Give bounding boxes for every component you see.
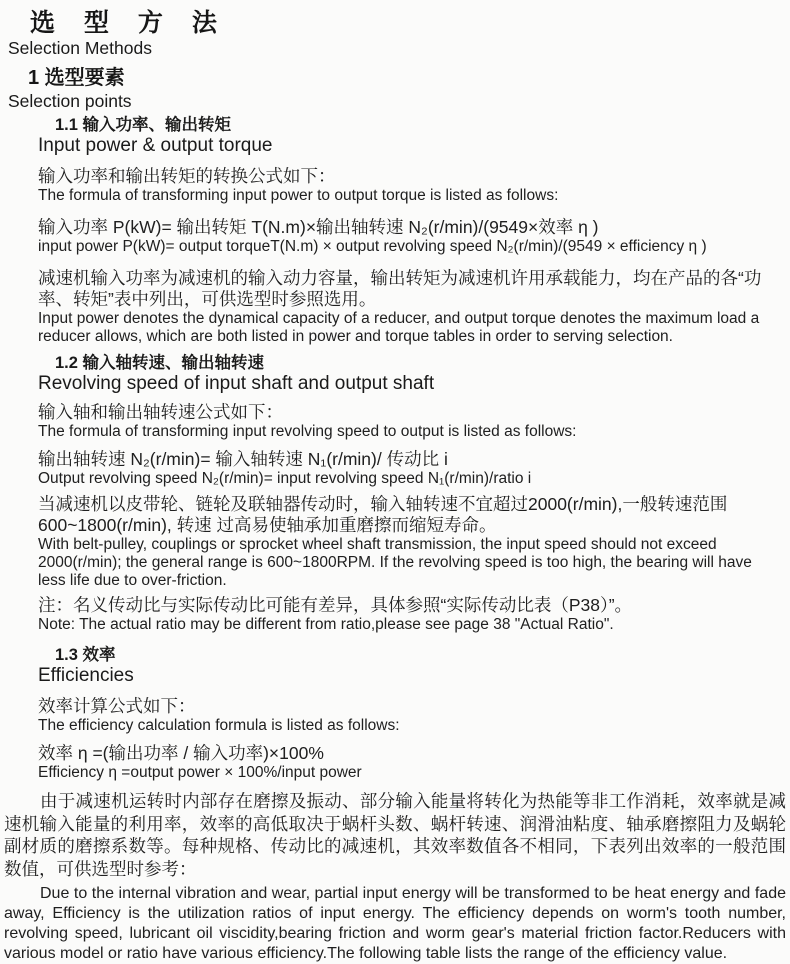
s12-paragraph-zh: 当减速机以皮带轮、链轮及联轴器传动时，输入轴转速不宜超过2000(r/min),一般转速范围600~1800(r/min), 转速 过高易使轴承加重磨擦而缩短寿命。	[38, 494, 728, 535]
s12-intro-zh: 输入轴和输出轴转速公式如下：	[38, 402, 283, 422]
s12-formula-en: Output revolving speed N₂(r/min)= input revolving speed N₁(r/min)/ratio i	[38, 470, 532, 487]
s12-formula	[38, 449, 780, 488]
s11-paragraph	[38, 268, 780, 346]
s13-paragraph-en: Due to the internal vibration and wear, partial input energy will be transformed to be heat energy and fade away, Efficiency is the utilization ratios of input energy. The efficiency depends on worm's tooth number, revolving speed, lubricant oil viscidity,bearing friction and worm gear's material friction factor.Reducers with various model or ratio have various efficiency.The following table lists the range of the efficiency value.	[4, 885, 786, 962]
s12-paragraph-en: With belt-pulley, couplings or sprocket wheel shaft transmission, the input speed should not exceed 2000(r/min); the general range is 600~1800RPM. If the revolving speed is too high, the bearing will have less life due to over-friction.	[38, 536, 752, 589]
s13-formula-en: Efficiency η =output power × 100%/input power	[38, 764, 362, 781]
section-1-1-heading-zh: 1.1 输入功率、输出转矩	[55, 116, 232, 134]
section-1-3-heading-en: Efficiencies	[38, 665, 134, 686]
section-1-3-heading-zh: 1.3 效率	[55, 646, 116, 664]
s12-note	[38, 595, 780, 634]
s11-intro	[38, 166, 780, 205]
s12-intro	[38, 402, 780, 441]
page-title-zh: 选 型 方 法	[30, 9, 228, 37]
s13-formula-zh: 效率 η =(输出功率 / 输入功率)×100%	[38, 743, 324, 763]
s13-formula	[38, 743, 780, 782]
page-title-en: Selection Methods	[8, 38, 152, 58]
s12-note-en: Note: The actual ratio may be different from ratio,please see page 38 "Actual Ratio".	[38, 616, 614, 633]
s12-intro-en: The formula of transforming input revolving speed to output is listed as follows:	[38, 423, 577, 440]
s13-intro	[38, 696, 780, 735]
s11-paragraph-en: Input power denotes the dynamical capacity of a reducer, and output torque denotes the maximum load a reducer allows, which are both listed in power and torque tables in order to serving selection.	[38, 310, 760, 345]
s13-intro-en: The efficiency calculation formula is listed as follows:	[38, 717, 400, 734]
s11-formula-en: input power P(kW)= output torqueT(N.m) × output revolving speed N₂(r/min)/(9549 × efficiency η )	[38, 238, 707, 255]
section-1-1-heading-en: Input power & output torque	[38, 135, 273, 156]
section-1-heading-zh: 1 选型要素	[28, 67, 125, 89]
s13-intro-zh: 效率计算公式如下：	[38, 696, 196, 716]
s11-paragraph-zh: 减速机输入功率为减速机的输入动力容量，输出转矩为减速机许用承载能力，均在产品的各“功率、转矩”表中列出，可供选型时参照选用。	[38, 268, 762, 309]
s12-formula-zh: 输出轴转速 N₂(r/min)= 输入轴转速 N₁(r/min)/ 传动比 i	[38, 449, 448, 469]
s12-paragraph	[38, 494, 780, 590]
section-1-heading-en: Selection points	[8, 91, 132, 111]
section-1-2-heading-en: Revolving speed of input shaft and output shaft	[38, 373, 435, 394]
s11-intro-en: The formula of transforming input power to output torque is listed as follows:	[38, 187, 559, 204]
s12-note-zh: 注：名义传动比与实际传动比可能有差异，具体参照“实际传动比表（P38）”。	[38, 595, 633, 615]
s13-paragraph-zh: 由于减速机运转时内部存在磨擦及振动、部分输入能量将转化为热能等非工作消耗，效率就是减速机输入能量的利用率，效率的高低取决于蜗杆头数、蜗杆转速、润滑油粘度、轴承磨擦阻力及蜗轮副材质的磨擦系数等。每种规格、传动比的减速机，其效率数值各不相同，下表列出效率的一般范围数值，可供选型时参考：	[4, 791, 786, 879]
s11-intro-zh: 输入功率和输出转矩的转换公式如下：	[38, 166, 336, 186]
s11-formula-zh: 输入功率 P(kW)= 输出转矩 T(N.m)×输出轴转速 N₂(r/min)/(9549×效率 η )	[38, 217, 599, 237]
s11-formula	[38, 217, 780, 256]
section-1-2-heading-zh: 1.2 输入轴转速、输出轴转速	[55, 354, 265, 372]
